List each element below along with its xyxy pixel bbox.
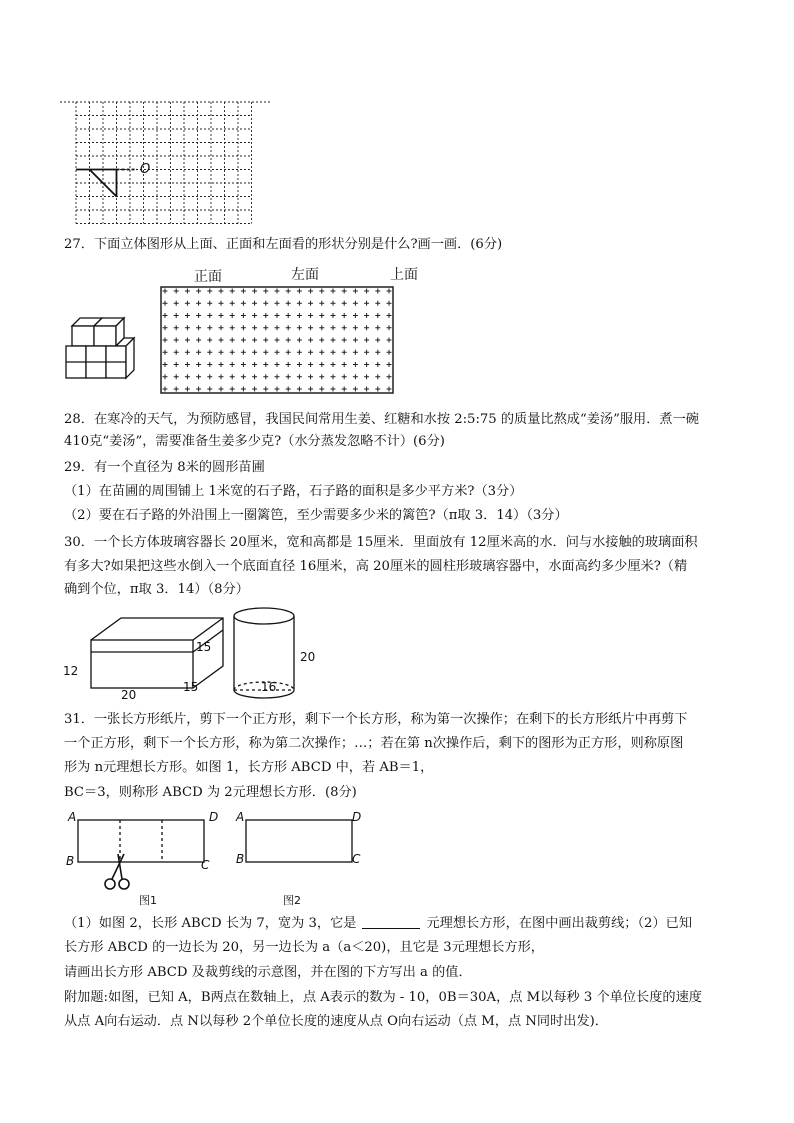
grid-cross <box>219 338 224 343</box>
grid-cross <box>252 301 257 306</box>
grid-cross <box>174 338 179 343</box>
scissors-icon <box>105 854 129 889</box>
grid-cross <box>353 289 358 294</box>
grid-cross <box>275 350 280 355</box>
grid-cross <box>286 338 291 343</box>
grid-cross <box>375 362 380 367</box>
grid-cross <box>297 301 302 306</box>
grid-cross <box>342 362 347 367</box>
grid-cross <box>252 362 257 367</box>
grid-cross <box>185 313 190 318</box>
grid-cross <box>331 362 336 367</box>
grid-cross <box>263 325 268 330</box>
grid-cross <box>230 350 235 355</box>
grid-cross <box>319 301 324 306</box>
grid-cross <box>364 387 369 392</box>
grid-cross <box>263 362 268 367</box>
grid-cross <box>297 313 302 318</box>
grid-cross <box>286 350 291 355</box>
grid-cross <box>252 374 257 379</box>
grid-cross <box>230 387 235 392</box>
grid-cross <box>275 325 280 330</box>
grid-cross <box>252 325 257 330</box>
grid-cross <box>196 301 201 306</box>
grid-cross <box>342 387 347 392</box>
grid-cross <box>364 313 369 318</box>
grid-cross <box>174 374 179 379</box>
extra-line-2: 从点 A向右运动．点 N以每秒 2个单位长度的速度从点 O向右运动（点 M，点 N同时出发)． <box>64 1014 608 1029</box>
extra-line-1: 附加题:如图，已知 A，B两点在数轴上，点 A表示的数为 - 10，0B＝30A，点 M以每秒 3 个单位长度的速度 <box>64 990 702 1005</box>
grid-cross <box>263 350 268 355</box>
grid-cross <box>241 325 246 330</box>
grid-cross <box>297 338 302 343</box>
grid-figure-svg <box>60 98 270 228</box>
grid-cross <box>286 289 291 294</box>
grid-cross <box>219 301 224 306</box>
grid-cross <box>297 362 302 367</box>
grid-cross <box>219 313 224 318</box>
q31-part1-post: 元理想长方形，在图中画出裁剪线；（2）已知 <box>426 916 693 931</box>
grid-cross <box>163 362 168 367</box>
grid-cross <box>174 350 179 355</box>
grid-cross <box>230 338 235 343</box>
fig1-label-D: D <box>209 810 219 824</box>
view-label-top: 上面 <box>390 267 418 283</box>
grid-cross <box>342 289 347 294</box>
grid-cross <box>308 387 313 392</box>
grid-cross <box>342 350 347 355</box>
grid-cross <box>342 301 347 306</box>
grid-cross <box>207 313 212 318</box>
grid-cross <box>342 338 347 343</box>
grid-cross <box>331 387 336 392</box>
grid-cross <box>163 301 168 306</box>
fig2-label-A: A <box>236 810 245 824</box>
grid-cross <box>286 362 291 367</box>
grid-cross <box>375 350 380 355</box>
grid-cross <box>230 325 235 330</box>
grid-cross <box>308 325 313 330</box>
q31-line-6: 长方形 ABCD 的一边长为 20，另一边长为 a（a＜20)，且它是 3元理想长方形， <box>64 940 544 955</box>
grid-cross <box>263 289 268 294</box>
grid-cross <box>196 374 201 379</box>
grid-cross <box>241 362 246 367</box>
grid-cross <box>375 313 380 318</box>
grid-cross <box>263 301 268 306</box>
grid-cross <box>286 325 291 330</box>
fig2-label-C: C <box>352 852 361 866</box>
grid-cross <box>241 338 246 343</box>
grid-cross <box>163 374 168 379</box>
grid-cross <box>387 374 392 379</box>
fig1-label-A: A <box>68 810 77 824</box>
grid-cross <box>252 289 257 294</box>
grid-cross <box>353 350 358 355</box>
grid-cross <box>331 338 336 343</box>
grid-cross <box>185 374 190 379</box>
grid-figure <box>60 98 270 228</box>
grid-cross <box>207 350 212 355</box>
view-label-front: 正面 <box>194 269 222 285</box>
grid-cross <box>263 338 268 343</box>
cuboid-width-label: 15 <box>183 680 199 694</box>
grid-cross <box>196 387 201 392</box>
grid-cross <box>185 301 190 306</box>
grid-cross <box>163 350 168 355</box>
grid-cross <box>196 289 201 294</box>
grid-cross <box>364 374 369 379</box>
answer-blank[interactable] <box>362 916 420 929</box>
grid-cross <box>387 362 392 367</box>
grid-cross <box>263 313 268 318</box>
grid-cross <box>263 387 268 392</box>
fig1-label-B: B <box>66 854 75 868</box>
grid-cross <box>387 289 392 294</box>
grid-cross <box>219 350 224 355</box>
grid-cross <box>353 313 358 318</box>
cube-solid-figure <box>64 314 144 384</box>
grid-cross <box>163 325 168 330</box>
grid-cross <box>319 313 324 318</box>
grid-cross <box>207 325 212 330</box>
fig2-caption: 图2 <box>283 894 301 907</box>
origin-label: O <box>140 162 151 177</box>
grid-cross <box>319 350 324 355</box>
grid-cross <box>331 350 336 355</box>
grid-cross <box>252 350 257 355</box>
grid-cross <box>196 325 201 330</box>
grid-cross <box>196 350 201 355</box>
q31-part1-pre: （1）如图 2，长形 ABCD 长为 7，宽为 3，它是 <box>64 916 357 931</box>
grid-cross <box>364 301 369 306</box>
grid-cross <box>174 289 179 294</box>
grid-cross <box>196 338 201 343</box>
q31-part1 <box>64 914 692 934</box>
grid-cross <box>353 338 358 343</box>
figure-1-rectangle <box>74 812 214 892</box>
cylinder-height-label: 20 <box>300 650 316 664</box>
cuboid-height-label: 15 <box>196 640 212 654</box>
grid-cross <box>331 325 336 330</box>
grid-cross <box>207 289 212 294</box>
grid-cross <box>319 325 324 330</box>
grid-cross <box>319 374 324 379</box>
fig1-caption: 图1 <box>139 894 157 907</box>
grid-cross <box>308 350 313 355</box>
grid-cross <box>364 362 369 367</box>
grid-cross <box>342 374 347 379</box>
cuboid-water-label: 12 <box>63 664 79 678</box>
grid-cross <box>219 387 224 392</box>
grid-cross <box>241 313 246 318</box>
grid-cross <box>219 362 224 367</box>
grid-cross <box>375 325 380 330</box>
grid-cross <box>252 387 257 392</box>
grid-cross <box>331 301 336 306</box>
q27-text: 27．下面立体图形从上面、正面和左面看的形状分别是什么?画一画．(6分) <box>64 237 503 252</box>
grid-cross <box>241 387 246 392</box>
grid-cross <box>353 301 358 306</box>
fig1-label-C: C <box>201 858 210 872</box>
grid-cross <box>174 325 179 330</box>
grid-cross <box>219 289 224 294</box>
grid-cross <box>387 387 392 392</box>
grid-cross <box>196 362 201 367</box>
grid-cross <box>163 338 168 343</box>
grid-cross <box>353 387 358 392</box>
grid-cross <box>241 289 246 294</box>
q28-line-2: 410克“姜汤”，需要准备生姜多少克?（水分蒸发忽略不计）(6分) <box>64 434 445 449</box>
grid-cross <box>308 313 313 318</box>
grid-cross <box>297 289 302 294</box>
cylinder-diameter-label: 16 <box>261 680 277 694</box>
grid-cross <box>207 362 212 367</box>
grid-cross <box>185 325 190 330</box>
q29-line-2: （1）在苗圃的周围铺上 1米宽的石子路，石子路的面积是多少平方米?（3分） <box>64 484 523 499</box>
grid-cross <box>297 325 302 330</box>
grid-cross <box>308 338 313 343</box>
grid-cross <box>252 313 257 318</box>
grid-cross <box>308 289 313 294</box>
fig2-label-B: B <box>236 852 245 866</box>
grid-cross <box>387 350 392 355</box>
grid-cross <box>331 374 336 379</box>
grid-cross <box>364 289 369 294</box>
grid-cross <box>185 338 190 343</box>
grid-cross <box>241 301 246 306</box>
grid-cross <box>308 362 313 367</box>
grid-cross <box>207 301 212 306</box>
grid-cross <box>364 325 369 330</box>
q30-line-1: 30．一个长方体玻璃容器长 20厘米，宽和高都是 15厘米．里面放有 12厘米高的水．问与水接触的玻璃面积 <box>64 535 698 550</box>
grid-cross <box>275 374 280 379</box>
grid-cross <box>319 289 324 294</box>
grid-cross <box>319 362 324 367</box>
grid-cross <box>252 338 257 343</box>
grid-cross <box>308 301 313 306</box>
grid-cross <box>342 325 347 330</box>
grid-cross <box>342 313 347 318</box>
grid-cross <box>375 374 380 379</box>
q31-line-4: BC＝3，则称形 ABCD 为 2元理想长方形．(8分) <box>64 785 357 800</box>
fig2-label-D: D <box>352 810 362 824</box>
grid-cross <box>331 289 336 294</box>
view-label-left: 左面 <box>291 267 319 283</box>
cuboid-container-figure <box>60 612 230 704</box>
grid-cross <box>387 301 392 306</box>
grid-cross <box>230 362 235 367</box>
q31-line-1: 31．一张长方形纸片，剪下一个正方形，剩下一个长方形，称为第一次操作；在剩下的长方形纸片中再剪下 <box>64 712 688 727</box>
grid-cross <box>275 387 280 392</box>
grid-cross <box>331 313 336 318</box>
grid-cross <box>319 387 324 392</box>
grid-cross <box>275 289 280 294</box>
grid-cross <box>219 374 224 379</box>
grid-cross <box>353 374 358 379</box>
grid-cross <box>286 387 291 392</box>
grid-cross <box>230 289 235 294</box>
grid-cross <box>185 362 190 367</box>
q28-line-1: 28．在寒冷的天气，为预防感冒，我国民间常用生姜、红糖和水按 2:5:75 的质量比熬成“姜汤”服用．煮一碗 <box>64 412 699 427</box>
grid-cross <box>387 338 392 343</box>
cuboid-length-label: 20 <box>121 688 137 702</box>
grid-cross <box>375 387 380 392</box>
q30-line-3: 确到个位，π取 3．14）（8分） <box>64 582 249 597</box>
grid-cross <box>275 362 280 367</box>
grid-cross <box>375 289 380 294</box>
grid-cross <box>219 325 224 330</box>
q29-line-1: 29．有一个直径为 8米的圆形苗圃 <box>64 460 265 475</box>
grid-cross <box>297 350 302 355</box>
grid-cross <box>286 313 291 318</box>
grid-cross <box>364 338 369 343</box>
grid-cross <box>185 289 190 294</box>
grid-cross <box>241 374 246 379</box>
grid-cross <box>308 374 313 379</box>
drawing-dot-grid[interactable] <box>160 286 396 396</box>
q29-line-3: （2）要在石子路的外沿围上一圈篱笆，至少需要多少米的篱笆?（π取 3．14）（3分） <box>64 508 568 523</box>
grid-cross <box>196 313 201 318</box>
grid-cross <box>185 350 190 355</box>
grid-cross <box>375 338 380 343</box>
grid-cross <box>319 338 324 343</box>
grid-cross <box>230 301 235 306</box>
grid-cross <box>353 362 358 367</box>
q31-line-2: 一个正方形，剩下一个长方形，称为第二次操作；…；若在第 n次操作后，剩下的图形为正方形，则称原图 <box>64 736 684 751</box>
grid-cross <box>207 338 212 343</box>
grid-cross <box>275 313 280 318</box>
grid-cross <box>364 350 369 355</box>
q31-line-3: 形为 n元理想长方形。如图 1，长方形 ABCD 中，若 AB＝1， <box>64 760 434 775</box>
grid-cross <box>297 374 302 379</box>
q30-line-2: 有多大?如果把这些水倒入一个底面直径 16厘米，高 20厘米的圆柱形玻璃容器中，水面高约多少厘米?（精 <box>64 559 688 574</box>
grid-cross <box>297 387 302 392</box>
grid-cross <box>174 362 179 367</box>
grid-cross <box>275 301 280 306</box>
grid-cross <box>286 374 291 379</box>
q31-line-7: 请画出长方形 ABCD 及裁剪线的示意图，并在图的下方写出 a 的值． <box>64 965 472 980</box>
grid-cross <box>163 387 168 392</box>
grid-cross <box>174 301 179 306</box>
grid-cross <box>241 350 246 355</box>
grid-cross <box>163 289 168 294</box>
grid-cross <box>174 313 179 318</box>
grid-cross <box>387 313 392 318</box>
grid-cross <box>174 387 179 392</box>
grid-cross <box>230 374 235 379</box>
grid-cross <box>353 325 358 330</box>
grid-cross <box>375 301 380 306</box>
grid-cross <box>207 387 212 392</box>
grid-cross <box>207 374 212 379</box>
grid-cross <box>263 374 268 379</box>
grid-cross <box>163 313 168 318</box>
grid-cross <box>185 387 190 392</box>
grid-cross <box>230 313 235 318</box>
grid-cross <box>275 338 280 343</box>
grid-cross <box>387 325 392 330</box>
grid-cross <box>286 301 291 306</box>
